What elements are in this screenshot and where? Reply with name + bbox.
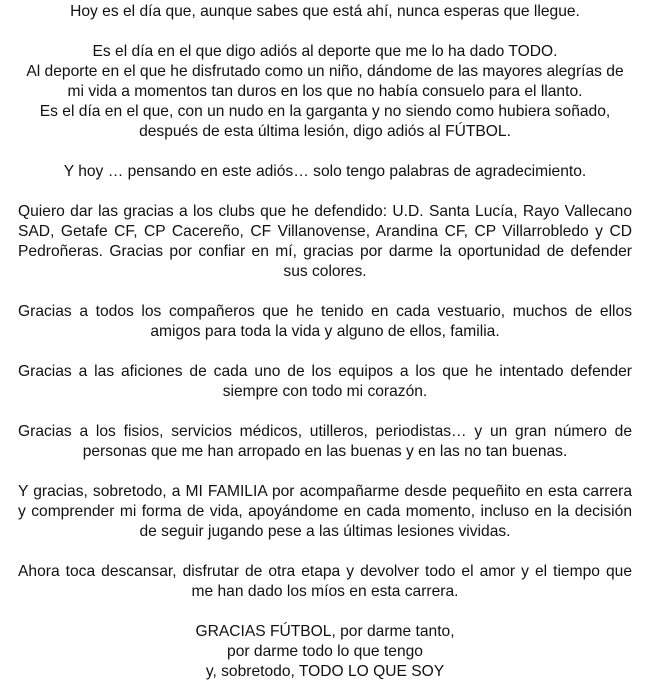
text-line: Hoy es el día que, aunque sabes que está ahí, nunca esperas que llegue. [70, 3, 580, 20]
text-line: por darme todo lo que tengo [227, 643, 423, 660]
paragraph-rest [18, 562, 632, 602]
text-line: Y hoy … pensando en este adiós… solo tengo palabras de agradecimiento. [63, 163, 587, 180]
text-line: Es el día en el que, con un nudo en la garganta y no siendo como hubiera soñado, después de esta última lesión, digo adiós al FÚTBOL. [39, 103, 611, 140]
paragraph-family [18, 482, 632, 542]
text-line: Y gracias, sobretodo, a MI FAMILIA por acompañarme desde pequeñito en esta carrera y comprender mi forma de vida, apoyándome en cada momento, incluso en la decisión de seguir jugando pese a las últimas lesiones vividas. [18, 483, 632, 540]
text-line: Ahora toca descansar, disfrutar de otra etapa y devolver todo el amor y el tiempo que me han dado los míos en esta carrera. [18, 563, 632, 600]
text-line: Quiero dar las gracias a los clubs que he defendido: U.D. Santa Lucía, Rayo Vallecano SAD, Getafe CF, CP Cacereño, CF Villanovense, Arandina CF, CP Villarrobledo y CD Pedroñeras. Gracias por confiar en mí, gracias por darme la oportunidad de defender sus colores. [18, 203, 632, 280]
text-line: Gracias a los fisios, servicios médicos, utilleros, periodistas… y un gran número de personas que me han arropado en las buenas y en las no tan buenas. [18, 423, 632, 460]
paragraph-closing [18, 622, 632, 682]
paragraph-teammates [18, 302, 632, 342]
text-line: Es el día en el que digo adiós al deporte que me lo ha dado TODO. [92, 43, 558, 60]
paragraph-intro [18, 2, 632, 22]
paragraph-clubs [18, 202, 632, 282]
paragraph-gratitude [18, 162, 632, 182]
paragraph-fans [18, 362, 632, 402]
paragraph-goodbye [18, 42, 632, 142]
text-line: y, sobretodo, TODO LO QUE SOY [205, 663, 445, 680]
farewell-letter [18, 2, 632, 682]
text-line: Gracias a todos los compañeros que he tenido en cada vestuario, muchos de ellos amigos para toda la vida y alguno de ellos, familia. [18, 303, 632, 340]
paragraph-staff [18, 422, 632, 462]
text-line: Gracias a las aficiones de cada uno de los equipos a los que he intentado defender siempre con todo mi corazón. [18, 363, 632, 400]
text-line: GRACIAS FÚTBOL, por darme tanto, [195, 623, 455, 640]
text-line: Al deporte en el que he disfrutado como un niño, dándome de las mayores alegrías de mi vida a momentos tan duros en los que no había consuelo para el llanto. [26, 63, 624, 100]
